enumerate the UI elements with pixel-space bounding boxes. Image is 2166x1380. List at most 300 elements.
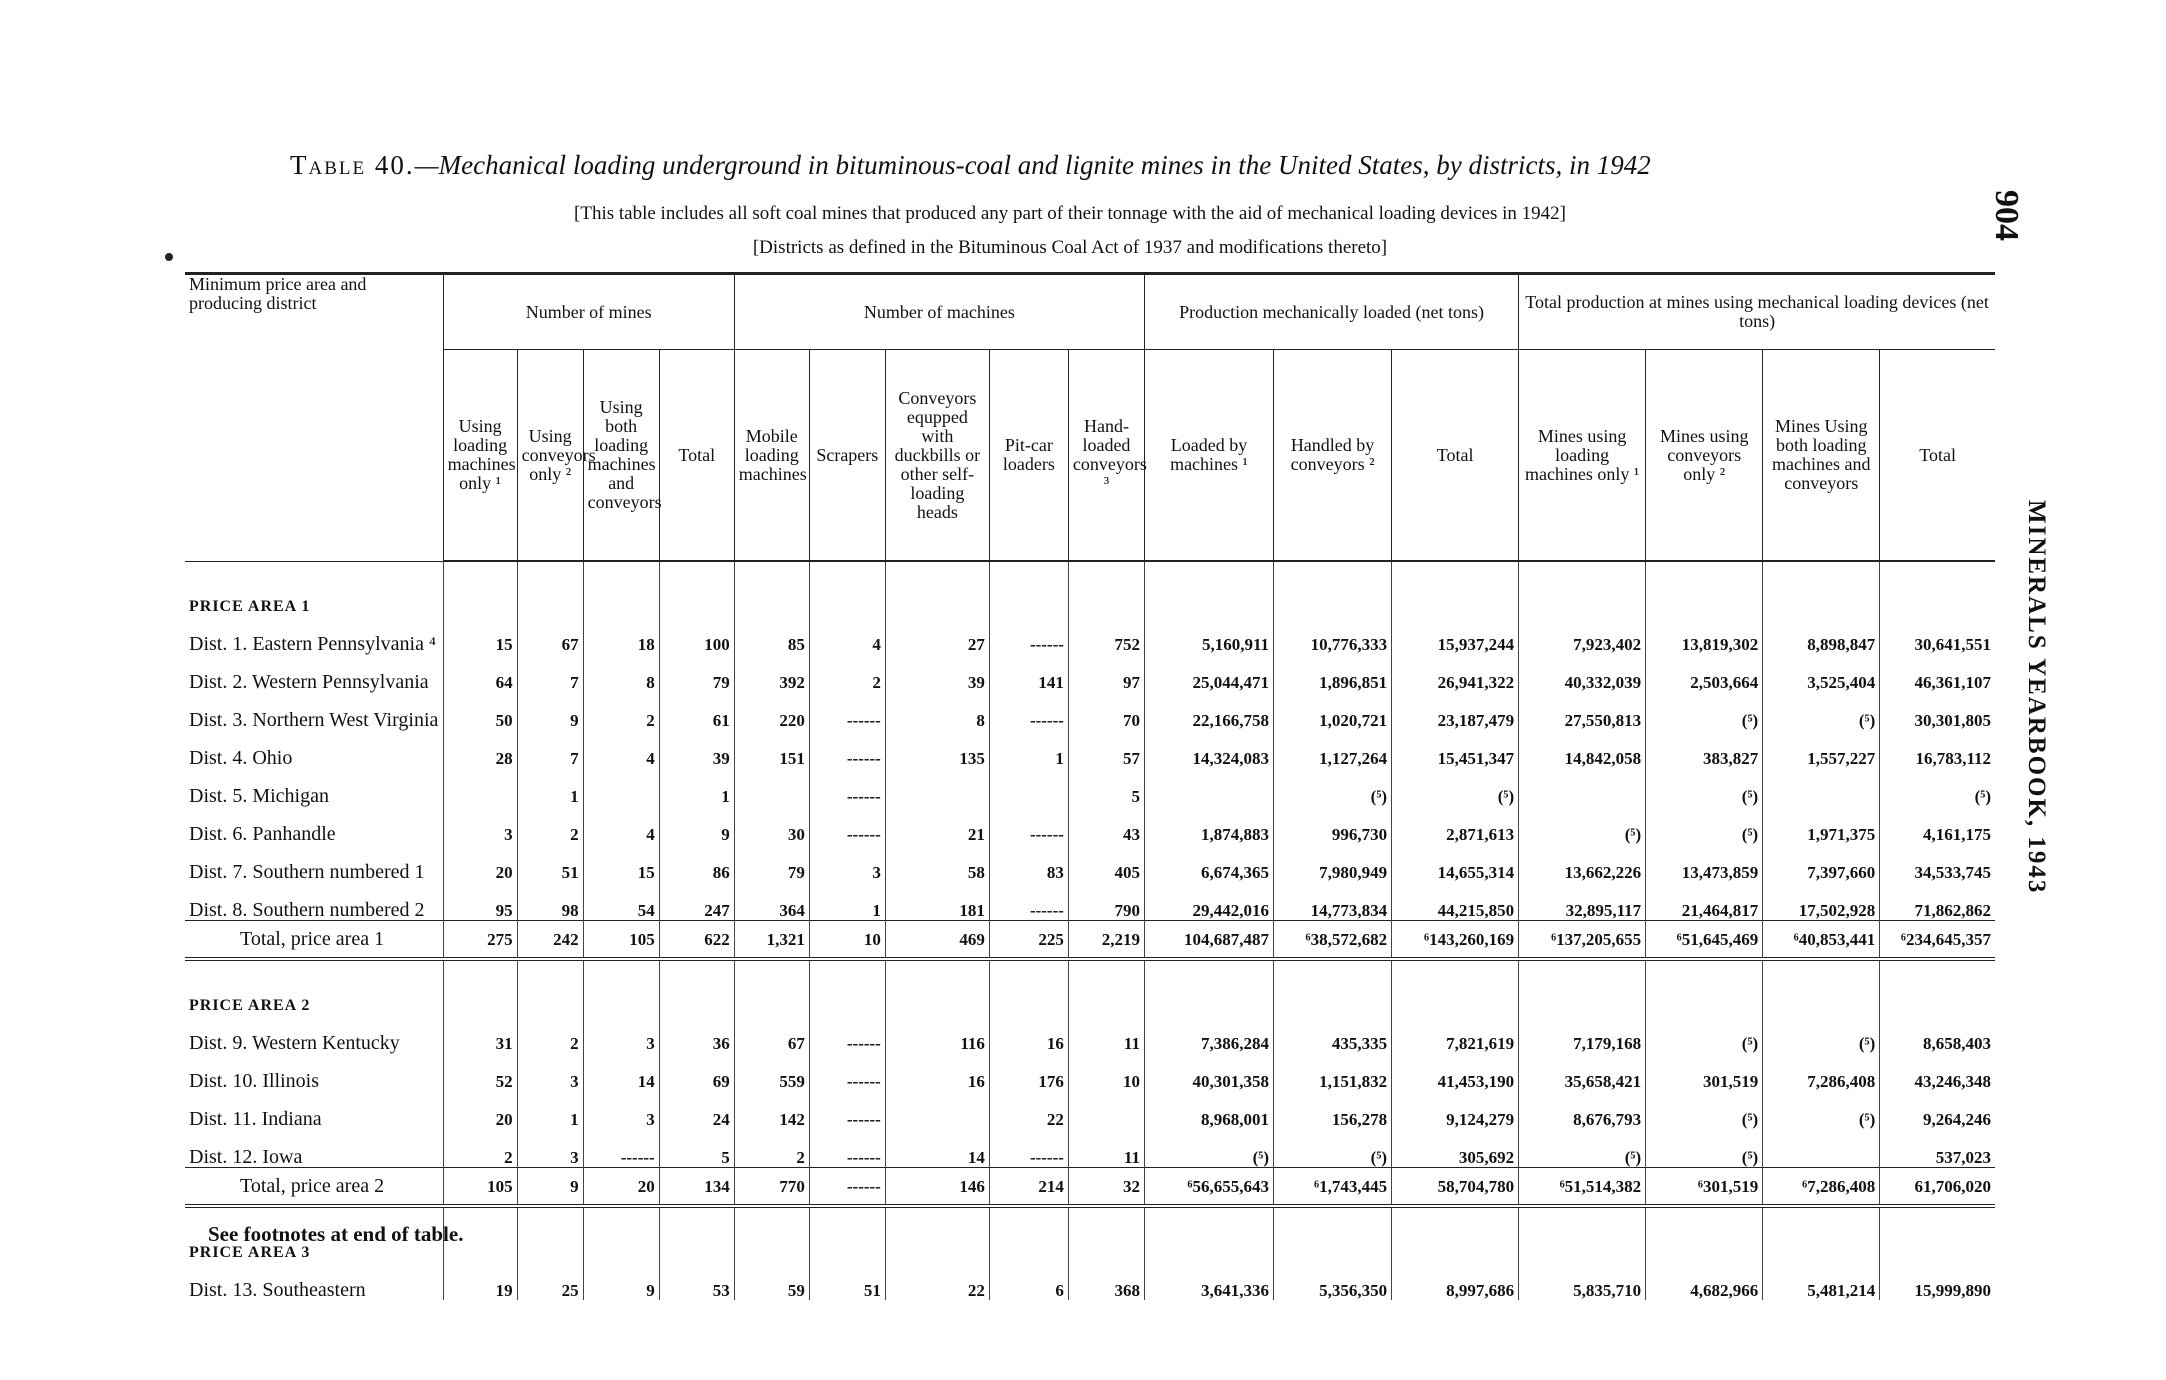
table-cell: 100 [659, 616, 734, 654]
row-label: Total, price area 2 [185, 1168, 443, 1207]
column-header: Mines Using both loading machines and conveyors [1763, 350, 1880, 562]
column-header: Handled by conveyors ² [1274, 350, 1392, 562]
table-cell: 3,641,336 [1144, 1262, 1273, 1300]
row-label: Dist. 5. Michigan [189, 785, 329, 807]
table-cell: 22 [885, 1262, 989, 1300]
table-cell: 22 [989, 1091, 1068, 1129]
empty-cell [583, 1206, 659, 1262]
empty-cell [809, 959, 885, 1015]
column-header: Pit-car loaders [989, 350, 1068, 562]
table-cell: ------ [809, 1053, 885, 1091]
table-cell: (⁵) [1646, 1091, 1763, 1129]
table-cell: 58 [885, 844, 989, 882]
table-cell: (⁵) [1144, 1129, 1273, 1168]
table-cell: 9 [517, 1168, 583, 1207]
empty-cell [1392, 959, 1519, 1015]
table-cell: 11 [1068, 1129, 1144, 1168]
table-cell: 10 [1068, 1053, 1144, 1091]
table-label: Table 40. [290, 150, 415, 180]
table-cell: 52 [443, 1053, 517, 1091]
table-cell: 5 [1068, 768, 1144, 806]
table-cell: 57 [1068, 730, 1144, 768]
table-cell: 8 [885, 692, 989, 730]
table-cell: ------ [809, 1015, 885, 1053]
table-cell: ⁶40,853,441 [1763, 921, 1880, 960]
table-cell: 10 [809, 921, 885, 960]
table-cell: 64 [443, 654, 517, 692]
table-cell: 790 [1068, 882, 1144, 921]
table-cell: 1,020,721 [1274, 692, 1392, 730]
table-cell: 8 [583, 654, 659, 692]
row-label: Dist. 2. Western Pennsylvania [189, 671, 429, 693]
empty-cell [1646, 561, 1763, 616]
empty-cell [1274, 1206, 1392, 1262]
table-cell: 10,776,333 [1274, 616, 1392, 654]
table-cell: 156,278 [1274, 1091, 1392, 1129]
table-cell: (⁵) [1274, 768, 1392, 806]
table-cell: 41,453,190 [1392, 1053, 1519, 1091]
empty-cell [1068, 561, 1144, 616]
table-cell: 8,968,001 [1144, 1091, 1273, 1129]
empty-cell [1880, 561, 1995, 616]
table-row [185, 654, 1995, 692]
table-cell: 435,335 [1274, 1015, 1392, 1053]
section-heading: PRICE AREA 1 [189, 598, 311, 615]
table-cell: (⁵) [1519, 806, 1646, 844]
table-cell: 16 [885, 1053, 989, 1091]
table-cell: 24 [659, 1091, 734, 1129]
empty-cell [885, 959, 989, 1015]
group-header-number-of-machines: Number of machines [734, 274, 1144, 350]
table-cell: 23,187,479 [1392, 692, 1519, 730]
empty-cell [1880, 1206, 1995, 1262]
table-cell: 116 [885, 1015, 989, 1053]
table-cell: ------ [989, 692, 1068, 730]
table-cell: 3 [443, 806, 517, 844]
table-cell: (⁵) [1519, 1129, 1646, 1168]
table-cell: 405 [1068, 844, 1144, 882]
empty-cell [1763, 959, 1880, 1015]
table-cell: 7,980,949 [1274, 844, 1392, 882]
table-cell: 15,937,244 [1392, 616, 1519, 654]
empty-cell [809, 561, 885, 616]
row-label: Dist. 12. Iowa [189, 1146, 303, 1168]
table-cell: 13,662,226 [1519, 844, 1646, 882]
row-label: Dist. 13. Southeastern [189, 1279, 366, 1301]
table-cell: 214 [989, 1168, 1068, 1207]
empty-cell [1144, 1206, 1273, 1262]
column-header: Hand-loaded conveyors ³ [1068, 350, 1144, 562]
empty-cell [1392, 561, 1519, 616]
table-cell: 2,871,613 [1392, 806, 1519, 844]
table-cell: 247 [659, 882, 734, 921]
table-cell: 5,356,350 [1274, 1262, 1392, 1300]
table-cell: 26,941,322 [1392, 654, 1519, 692]
table-title-text: —Mechanical loading underground in bituminous-coal and lignite mines in the United States, by districts, in 1942 [414, 150, 1651, 180]
table-cell: 61,706,020 [1880, 1168, 1995, 1207]
table-cell: 2 [734, 1129, 809, 1168]
empty-cell [1763, 561, 1880, 616]
table-cell: ------ [809, 1091, 885, 1129]
table-cell: 4,682,966 [1646, 1262, 1763, 1300]
table-cell: 4,161,175 [1880, 806, 1995, 844]
table-cell: (⁵) [1274, 1129, 1392, 1168]
table-cell: 2 [517, 1015, 583, 1053]
table-cell: 9 [517, 692, 583, 730]
table-cell: 14,842,058 [1519, 730, 1646, 768]
table-cell: 2 [443, 1129, 517, 1168]
table-cell: ------ [989, 1129, 1068, 1168]
table-cell: ⁶56,655,643 [1144, 1168, 1273, 1207]
table-cell: 25,044,471 [1144, 654, 1273, 692]
table-cell: 35,658,421 [1519, 1053, 1646, 1091]
table-cell: 70 [1068, 692, 1144, 730]
table-cell: ⁶51,645,469 [1646, 921, 1763, 960]
group-header-total-production: Total production at mines using mechanical loading devices (net tons) [1519, 274, 1995, 350]
table-cell: 752 [1068, 616, 1144, 654]
table-cell: 4 [809, 616, 885, 654]
table-cell: 19 [443, 1262, 517, 1300]
table-cell: 43 [1068, 806, 1144, 844]
table-cell: 6,674,365 [1144, 844, 1273, 882]
table-cell: ------ [809, 1168, 885, 1207]
table-cell: 27 [885, 616, 989, 654]
empty-cell [1880, 959, 1995, 1015]
table-cell: 32 [1068, 1168, 1144, 1207]
table-cell: 7,179,168 [1519, 1015, 1646, 1053]
table-cell: 1,127,264 [1274, 730, 1392, 768]
empty-cell [1274, 959, 1392, 1015]
table-cell: 39 [885, 654, 989, 692]
table-cell: 36 [659, 1015, 734, 1053]
table-cell: 383,827 [1646, 730, 1763, 768]
table-cell: 242 [517, 921, 583, 960]
table-cell: 134 [659, 1168, 734, 1207]
table-cell: 95 [443, 882, 517, 921]
column-header: Mines using conveyors only ² [1646, 350, 1763, 562]
table-cell: 8,997,686 [1392, 1262, 1519, 1300]
column-header: Mines using loading machines only ¹ [1519, 350, 1646, 562]
table-cell: 1 [517, 1091, 583, 1129]
table-cell [885, 1091, 989, 1129]
table-cell: 141 [989, 654, 1068, 692]
table-cell [1144, 768, 1273, 806]
table-cell: 1 [809, 882, 885, 921]
table-cell: 11 [1068, 1015, 1144, 1053]
table-cell: (⁵) [1763, 1091, 1880, 1129]
table-cell: 1 [659, 768, 734, 806]
table-cell: ------ [989, 806, 1068, 844]
section-row [185, 959, 1995, 1015]
table-cell [583, 768, 659, 806]
row-label: Dist. 6. Panhandle [189, 823, 336, 845]
table-cell: 7,397,660 [1763, 844, 1880, 882]
empty-cell [1144, 959, 1273, 1015]
table-cell: 105 [443, 1168, 517, 1207]
table-cell: ⁶38,572,682 [1274, 921, 1392, 960]
total-row [185, 921, 1995, 960]
table-cell: ------ [583, 1129, 659, 1168]
table-cell: 770 [734, 1168, 809, 1207]
table-cell: 2,503,664 [1646, 654, 1763, 692]
table-cell: 392 [734, 654, 809, 692]
table-cell: 40,332,039 [1519, 654, 1646, 692]
table-cell: 98 [517, 882, 583, 921]
table-cell: ⁶51,514,382 [1519, 1168, 1646, 1207]
table-cell: (⁵) [1646, 768, 1763, 806]
table-row [185, 806, 1995, 844]
column-header: Total [1392, 350, 1519, 562]
table-cell: (⁵) [1763, 1015, 1880, 1053]
section-heading: PRICE AREA 2 [189, 997, 311, 1014]
table-cell [989, 768, 1068, 806]
table-cell: 4 [583, 806, 659, 844]
table-cell: 22,166,758 [1144, 692, 1273, 730]
table-row [185, 730, 1995, 768]
table-cell: 15,999,890 [1880, 1262, 1995, 1300]
empty-cell [659, 561, 734, 616]
table-cell: 3,525,404 [1763, 654, 1880, 692]
section-heading: PRICE AREA 3 [189, 1244, 311, 1261]
table-cell: 301,519 [1646, 1053, 1763, 1091]
table-cell: 537,023 [1880, 1129, 1995, 1168]
empty-cell [1519, 1206, 1646, 1262]
table-cell: 275 [443, 921, 517, 960]
table-cell: 67 [734, 1015, 809, 1053]
table-cell: 181 [885, 882, 989, 921]
empty-cell [659, 959, 734, 1015]
table-cell: 14 [885, 1129, 989, 1168]
empty-cell [1068, 959, 1144, 1015]
table-cell: (⁵) [1880, 768, 1995, 806]
table-cell: 3 [517, 1053, 583, 1091]
table-cell: 50 [443, 692, 517, 730]
table-cell: 135 [885, 730, 989, 768]
footnote-reference: See footnotes at end of table. [208, 1222, 464, 1246]
empty-cell [989, 959, 1068, 1015]
table-cell: 5,835,710 [1519, 1262, 1646, 1300]
column-header: Using both loading machines and conveyors [583, 350, 659, 562]
column-header: Scrapers [809, 350, 885, 562]
empty-cell [734, 959, 809, 1015]
table-cell: ------ [809, 768, 885, 806]
table-cell: 4 [583, 730, 659, 768]
table-cell: 996,730 [1274, 806, 1392, 844]
table-cell: 3 [583, 1015, 659, 1053]
table-cell: 5,481,214 [1763, 1262, 1880, 1300]
table-cell: 30 [734, 806, 809, 844]
table-cell: 79 [734, 844, 809, 882]
table-cell: 5 [659, 1129, 734, 1168]
table-cell: 368 [1068, 1262, 1144, 1300]
row-label: Dist. 1. Eastern Pennsylvania ⁴ [189, 633, 436, 655]
table-cell: 151 [734, 730, 809, 768]
table-cell: 176 [989, 1053, 1068, 1091]
table-cell: 79 [659, 654, 734, 692]
total-row [185, 1168, 1995, 1207]
table-cell: ------ [809, 806, 885, 844]
table-cell: 40,301,358 [1144, 1053, 1273, 1091]
table-cell: 1,896,851 [1274, 654, 1392, 692]
table-cell: 8,898,847 [1763, 616, 1880, 654]
table-cell: ⁶301,519 [1646, 1168, 1763, 1207]
table-cell: 3 [517, 1129, 583, 1168]
empty-cell [989, 561, 1068, 616]
table-cell: 20 [583, 1168, 659, 1207]
table-cell: ⁶1,743,445 [1274, 1168, 1392, 1207]
table-cell: 7,923,402 [1519, 616, 1646, 654]
table-cell: 220 [734, 692, 809, 730]
row-label: Dist. 11. Indiana [189, 1108, 322, 1130]
table-cell: 21,464,817 [1646, 882, 1763, 921]
column-header: Conveyors equpped with duckbills or other self-loading heads [885, 350, 989, 562]
table-cell: 51 [809, 1262, 885, 1300]
table-cell: 7,386,284 [1144, 1015, 1273, 1053]
table-cell: 46,361,107 [1880, 654, 1995, 692]
table-cell: 15,451,347 [1392, 730, 1519, 768]
table-cell: 9 [659, 806, 734, 844]
table-cell: 39 [659, 730, 734, 768]
table-cell: 104,687,487 [1144, 921, 1273, 960]
table-cell: 1 [517, 768, 583, 806]
row-label: Dist. 3. Northern West Virginia [189, 709, 439, 731]
empty-cell [1274, 561, 1392, 616]
table-cell: 15 [443, 616, 517, 654]
table-cell: 59 [734, 1262, 809, 1300]
table-cell: 14,324,083 [1144, 730, 1273, 768]
table-cell: (⁵) [1392, 768, 1519, 806]
row-label: Total, price area 1 [185, 921, 443, 960]
table-cell: 14,773,834 [1274, 882, 1392, 921]
table-cell: 69 [659, 1053, 734, 1091]
table-cell: 8,658,403 [1880, 1015, 1995, 1053]
table-cell: 364 [734, 882, 809, 921]
running-head: MINERALS YEARBOOK, 1943 [2023, 500, 2050, 895]
table-cell: ------ [809, 692, 885, 730]
table-cell [443, 768, 517, 806]
empty-cell [734, 1206, 809, 1262]
table-cell: 6 [989, 1262, 1068, 1300]
table-cell: 142 [734, 1091, 809, 1129]
table-cell: 2 [517, 806, 583, 844]
table-cell: 1,874,883 [1144, 806, 1273, 844]
empty-cell [583, 959, 659, 1015]
table-cell: 21 [885, 806, 989, 844]
table-cell: 8,676,793 [1519, 1091, 1646, 1129]
table-cell: 7,286,408 [1763, 1053, 1880, 1091]
table-cell: 83 [989, 844, 1068, 882]
table-row [185, 1053, 1995, 1091]
table-row [185, 882, 1995, 921]
row-label: Dist. 9. Western Kentucky [189, 1032, 400, 1054]
empty-cell [583, 561, 659, 616]
table-cell: 105 [583, 921, 659, 960]
table-cell: 13,819,302 [1646, 616, 1763, 654]
table-title [290, 150, 1890, 181]
table-note-scope: [This table includes all soft coal mines that produced any part of their tonnage with the aid of mechanical loading devices in 1942] [574, 203, 1566, 224]
column-header: Total [659, 350, 734, 562]
table-cell: 2 [583, 692, 659, 730]
column-header: Mobile loading machines [734, 350, 809, 562]
table-cell: 305,692 [1392, 1129, 1519, 1168]
table-cell: (⁵) [1646, 806, 1763, 844]
table-cell: ⁶143,260,169 [1392, 921, 1519, 960]
empty-cell [1392, 1206, 1519, 1262]
table-cell: 622 [659, 921, 734, 960]
table-cell: 1,557,227 [1763, 730, 1880, 768]
table-cell: 58,704,780 [1392, 1168, 1519, 1207]
table-cell: 14,655,314 [1392, 844, 1519, 882]
table-cell: 27,550,813 [1519, 692, 1646, 730]
table-cell: 9,124,279 [1392, 1091, 1519, 1129]
empty-cell [1646, 1206, 1763, 1262]
table-note-districts: [Districts as defined in the Bituminous Coal Act of 1937 and modifications thereto] [752, 237, 1388, 258]
column-header: Using loading machines only ¹ [443, 350, 517, 562]
empty-cell [809, 1206, 885, 1262]
table-cell: 67 [517, 616, 583, 654]
table-cell: ------ [989, 882, 1068, 921]
empty-cell [517, 959, 583, 1015]
table-cell: (⁵) [1646, 1129, 1763, 1168]
table-cell: 20 [443, 844, 517, 882]
table-cell: 16,783,112 [1880, 730, 1995, 768]
table-cell: 13,473,859 [1646, 844, 1763, 882]
table-cell: 54 [583, 882, 659, 921]
table-cell: 85 [734, 616, 809, 654]
empty-cell [885, 1206, 989, 1262]
table-cell: 9 [583, 1262, 659, 1300]
margin-bullet-mark [165, 253, 173, 261]
empty-cell [1068, 1206, 1144, 1262]
table-cell [1763, 1129, 1880, 1168]
table-cell: 30,641,551 [1880, 616, 1995, 654]
table-cell: 71,862,862 [1880, 882, 1995, 921]
table-cell: 15 [583, 844, 659, 882]
table-cell: 559 [734, 1053, 809, 1091]
table-cell: ------ [989, 616, 1068, 654]
empty-cell [1144, 561, 1273, 616]
table-cell: 1 [989, 730, 1068, 768]
table-row [185, 1262, 1995, 1300]
table-cell: 28 [443, 730, 517, 768]
table-row [185, 1015, 1995, 1053]
table-cell: 29,442,016 [1144, 882, 1273, 921]
table-cell: 20 [443, 1091, 517, 1129]
group-header-number-of-mines: Number of mines [443, 274, 734, 350]
table-cell: 44,215,850 [1392, 882, 1519, 921]
table-cell: 86 [659, 844, 734, 882]
table-cell: 1,151,832 [1274, 1053, 1392, 1091]
table-cell: 32,895,117 [1519, 882, 1646, 921]
table-cell: (⁵) [1763, 692, 1880, 730]
table-cell: (⁵) [1646, 1015, 1763, 1053]
table-row [185, 692, 1995, 730]
row-label: Dist. 8. Southern numbered 2 [189, 899, 425, 921]
empty-cell [443, 959, 517, 1015]
empty-cell [1519, 959, 1646, 1015]
empty-cell [1519, 561, 1646, 616]
table-cell: ⁶234,645,357 [1880, 921, 1995, 960]
table-cell: 9,264,246 [1880, 1091, 1995, 1129]
empty-cell [517, 561, 583, 616]
table-cell: 2,219 [1068, 921, 1144, 960]
empty-cell [989, 1206, 1068, 1262]
empty-cell [1763, 1206, 1880, 1262]
table-row [185, 768, 1995, 806]
table-cell: 43,246,348 [1880, 1053, 1995, 1091]
empty-cell [517, 1206, 583, 1262]
table-cell: ------ [809, 730, 885, 768]
